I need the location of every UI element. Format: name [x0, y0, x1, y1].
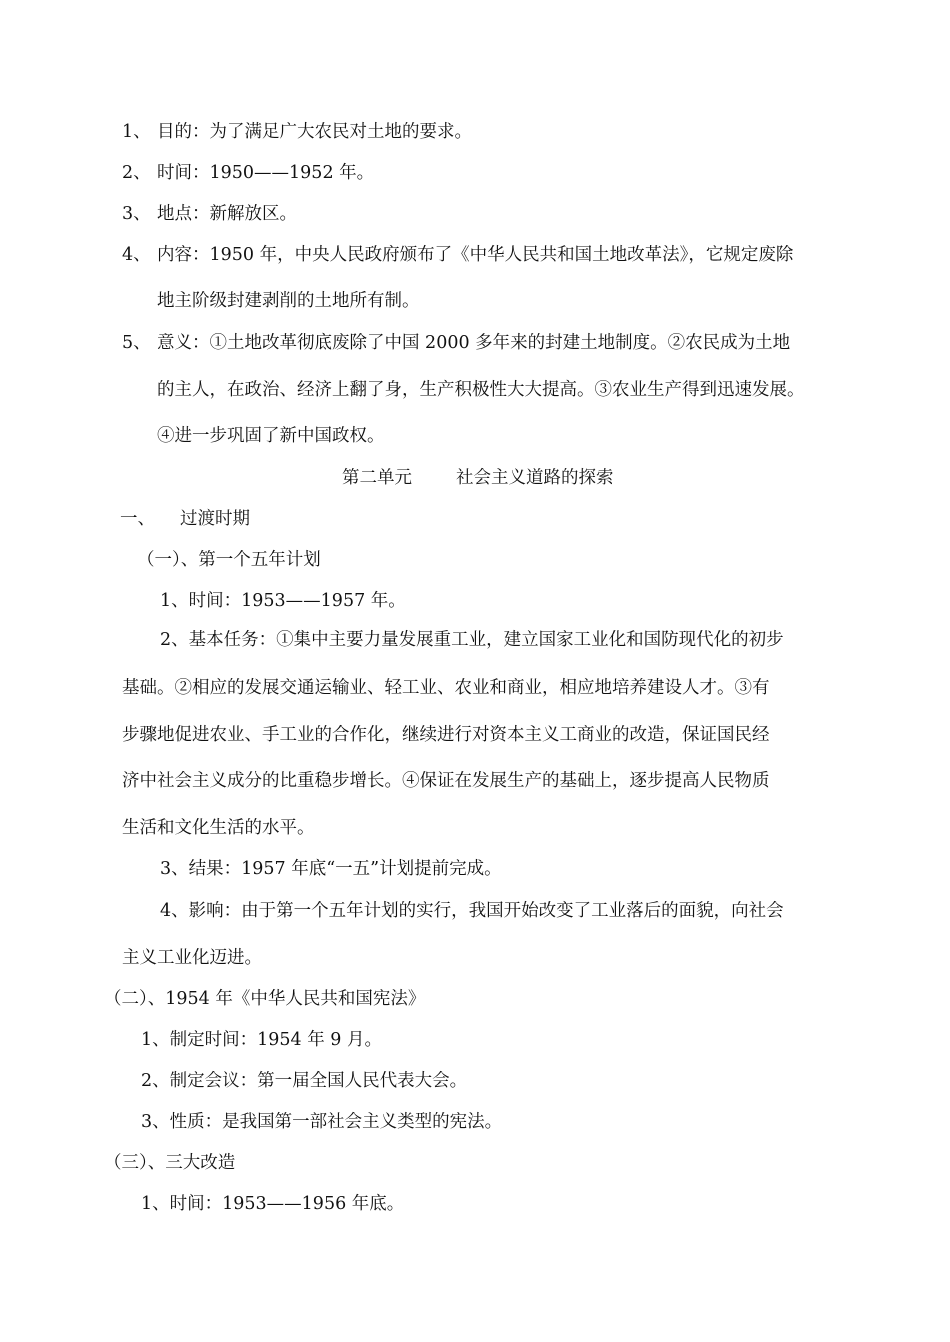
unit-title: 社会主义道路的探索: [456, 468, 614, 488]
item-text: 时间：1950——1952 年。: [157, 163, 375, 183]
subsection-heading: （三）、三大改造: [104, 1153, 236, 1173]
item-text: 意义：①土地改革彻底废除了中国 2000 多年来的封建土地制度。②农民成为土地: [157, 333, 791, 353]
item-number: 1、: [122, 122, 151, 142]
subsection-heading: （一）、第一个五年计划: [137, 550, 321, 570]
paragraph-line: 4、影响：由于第一个五年计划的实行，我国开始改变了工业落后的面貌，向社会: [160, 901, 784, 921]
item-number: 2、: [122, 163, 151, 183]
subsection-heading: （二）、1954 年《中华人民共和国宪法》: [104, 989, 426, 1009]
paragraph-line: 2、制定会议：第一届全国人民代表大会。: [141, 1071, 468, 1091]
item-text: 目的：为了满足广大农民对土地的要求。: [157, 122, 472, 142]
paragraph-line: 2、基本任务：①集中主要力量发展重工业，建立国家工业化和国防现代化的初步: [160, 630, 784, 650]
paragraph-line: 1、时间：1953——1956 年底。: [141, 1194, 405, 1214]
paragraph-line: 1、制定时间：1954 年 9 月。: [141, 1030, 382, 1050]
paragraph-line: 主义工业化迈进。: [122, 948, 262, 968]
item-text: 内容：1950 年，中央人民政府颁布了《中华人民共和国土地改革法》，它规定废除: [157, 245, 794, 265]
paragraph-line: 生活和文化生活的水平。: [122, 818, 315, 838]
section-title: 过渡时期: [180, 509, 250, 529]
item-text: ④进一步巩固了新中国政权。: [157, 426, 385, 446]
item-number: 5、: [122, 333, 151, 353]
paragraph-line: 3、结果：1957 年底“一五”计划提前完成。: [160, 859, 502, 879]
paragraph-line: 步骤地促进农业、手工业的合作化，继续进行对资本主义工商业的改造，保证国民经: [122, 725, 770, 745]
paragraph-line: 济中社会主义成分的比重稳步增长。④保证在发展生产的基础上，逐步提高人民物质: [122, 771, 770, 791]
item-number: 4、: [122, 245, 151, 265]
item-number: 3、: [122, 204, 151, 224]
unit-title-number: 第二单元: [342, 468, 412, 488]
item-text: 的主人，在政治、经济上翻了身，生产积极性大大提高。③农业生产得到迅速发展。: [157, 380, 805, 400]
item-text: 地主阶级封建剥削的土地所有制。: [157, 291, 420, 311]
paragraph-line: 1、时间：1953——1957 年。: [160, 591, 406, 611]
item-text: 地点：新解放区。: [157, 204, 297, 224]
section-number: 一、: [120, 509, 155, 529]
paragraph-line: 基础。②相应的发展交通运输业、轻工业、农业和商业，相应地培养建设人才。③有: [122, 678, 770, 698]
paragraph-line: 3、性质：是我国第一部社会主义类型的宪法。: [141, 1112, 503, 1132]
